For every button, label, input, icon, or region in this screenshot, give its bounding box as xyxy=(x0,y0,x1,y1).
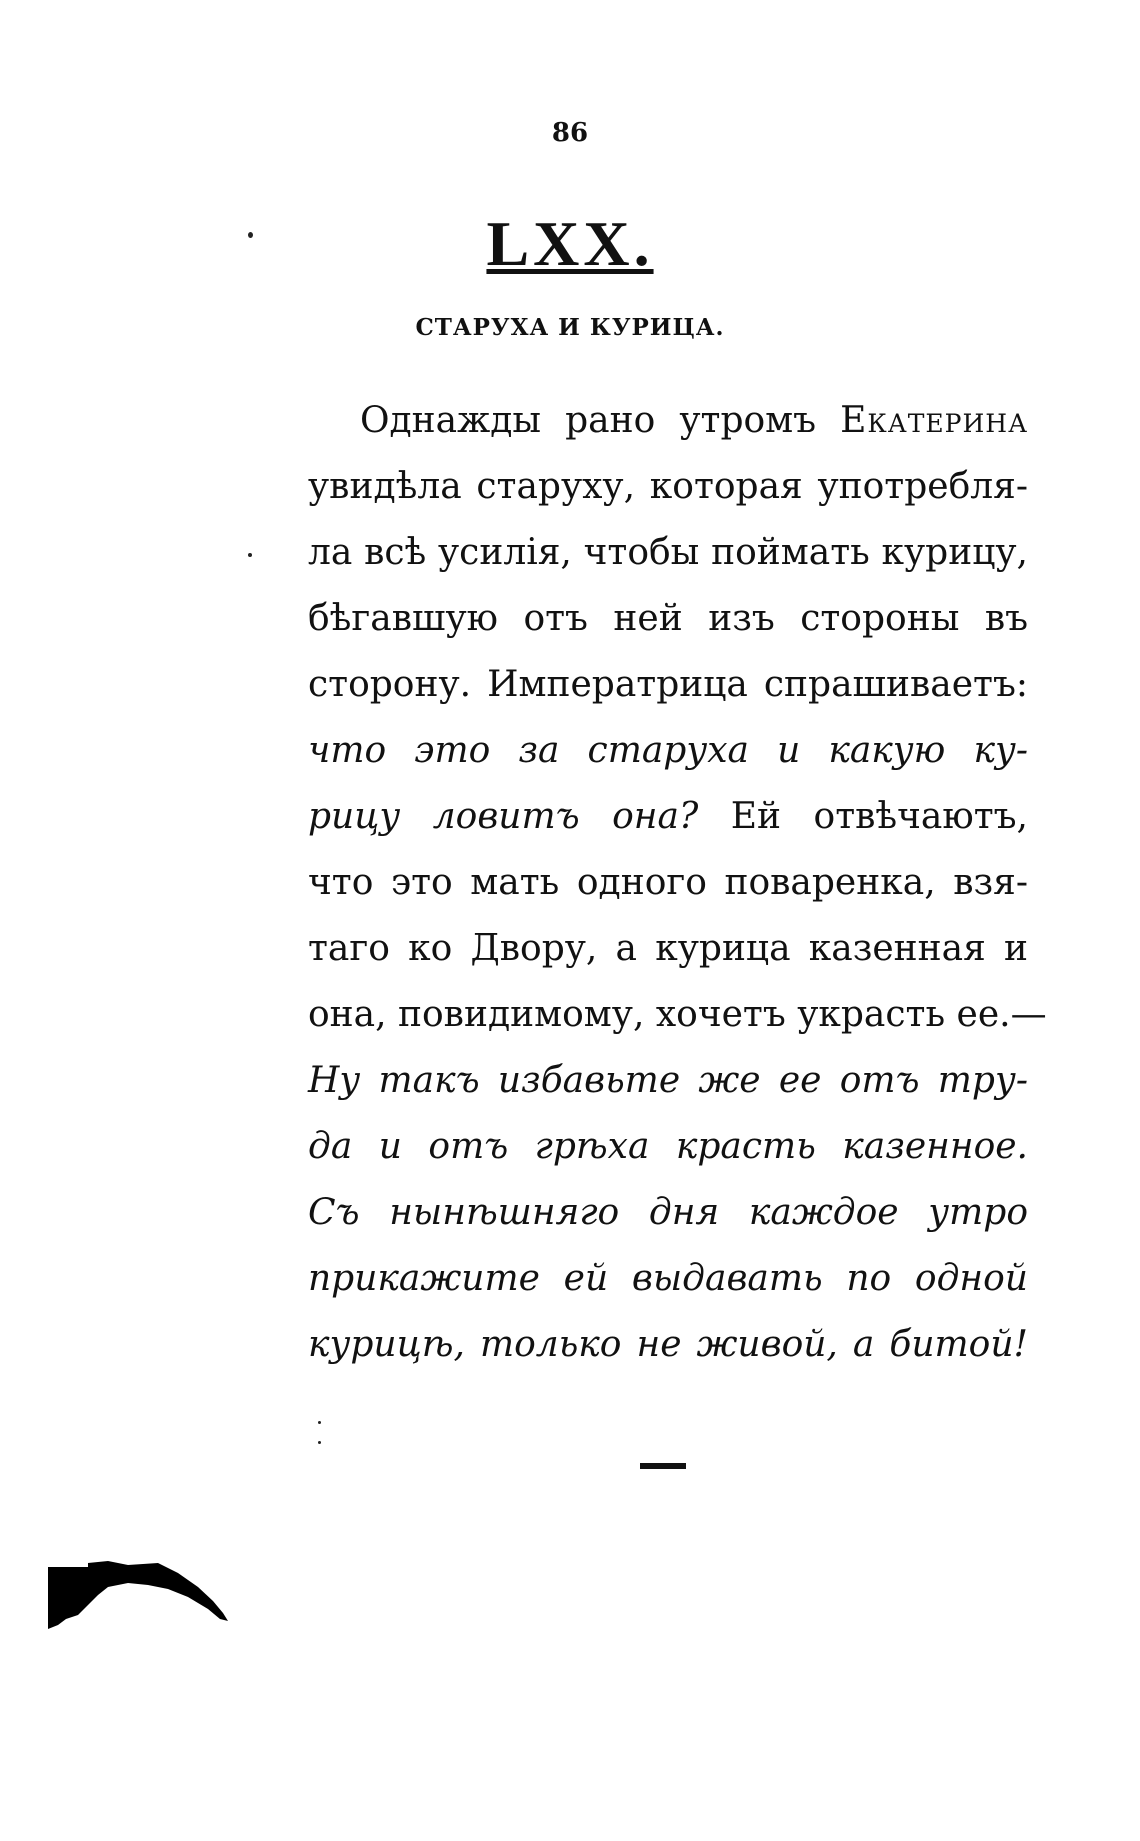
text-segment: что это мать одного поваренка, взя- xyxy=(308,862,1028,903)
text-line xyxy=(308,784,1028,850)
text-line xyxy=(308,916,1028,982)
text-segment: рицу ловитъ она? xyxy=(308,796,699,837)
text-line xyxy=(308,1114,1028,1180)
text-segment: ла всѣ усилія, чтобы поймать курицу, xyxy=(308,532,1028,573)
text-line xyxy=(308,1312,1028,1378)
text-line xyxy=(308,586,1028,652)
text-segment: бѣгавшую отъ ней изъ стороны въ xyxy=(308,598,1028,639)
ink-blot xyxy=(48,1555,238,1635)
story-text xyxy=(308,388,1047,1378)
text-line xyxy=(308,718,1028,784)
text-segment: курицѣ, только не живой, а битой! xyxy=(308,1324,1028,1365)
end-rule xyxy=(640,1463,686,1469)
speck xyxy=(318,1421,321,1424)
text-line xyxy=(308,520,1028,586)
text-segment: Ну такъ избавьте же ее отъ тру- xyxy=(308,1060,1028,1101)
text-segment: увидѣла старуху, которая употребля- xyxy=(308,466,1028,507)
text-segment: прикажите ей выдавать по одной xyxy=(308,1258,1028,1299)
text-segment: Ей отвѣчаютъ, xyxy=(698,796,1028,837)
chapter-numeral: LXX. xyxy=(486,208,654,279)
text-segment: она, повидимому, хочетъ украсть ее.— xyxy=(308,994,1047,1035)
text-line xyxy=(308,850,1028,916)
text-segment: да и отъ грѣха красть казенное. xyxy=(308,1126,1028,1167)
speck xyxy=(248,553,252,557)
text-segment: Екатерина xyxy=(840,400,1028,441)
text-line xyxy=(308,1246,1028,1312)
text-segment: что это за старуха и какую ку- xyxy=(308,730,1028,771)
speck xyxy=(318,1441,321,1444)
text-segment: таго ко Двору, а курица казенная и xyxy=(308,928,1028,969)
text-line xyxy=(308,1048,1028,1114)
text-line xyxy=(308,1180,1028,1246)
speck xyxy=(248,232,253,238)
page-number: 86 xyxy=(551,118,589,148)
story-title: СТАРУХА И КУРИЦА. xyxy=(415,314,725,341)
text-line xyxy=(308,982,1047,1048)
text-segment: Однажды рано утромъ xyxy=(360,400,841,441)
text-line xyxy=(308,652,1028,718)
text-segment: сторону. Императрица спрашиваетъ: xyxy=(308,664,1028,705)
text-line xyxy=(308,454,1028,520)
text-segment: Съ нынѣшняго дня каждое утро xyxy=(308,1192,1028,1233)
text-line xyxy=(308,388,1028,454)
